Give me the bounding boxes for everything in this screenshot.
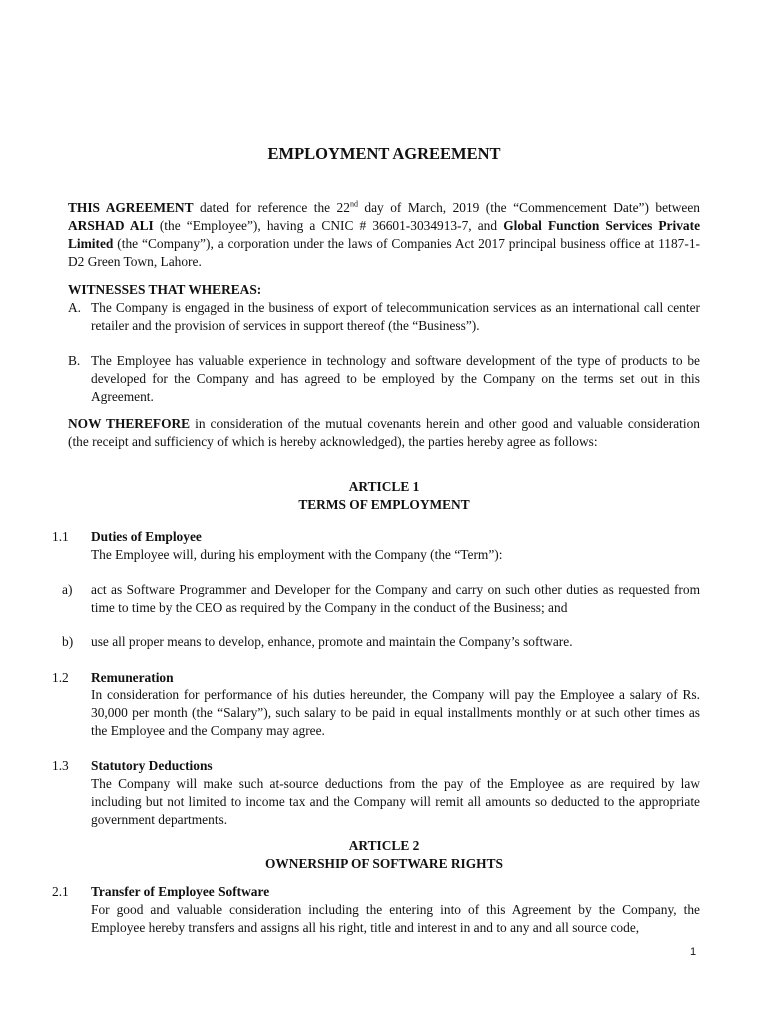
- section-2-1-text: For good and valuable consideration including the entering into of this Agreement by the Company, the Employee hereby transfers and assigns all his right, title and interest in and to any and all source code,: [91, 902, 700, 935]
- section-2-1-title: Transfer of Employee Software: [91, 884, 270, 899]
- section-1-3-title: Statutory Deductions: [91, 758, 213, 773]
- intro-this-agreement: THIS AGREEMENT: [68, 200, 194, 215]
- section-1-3-text: The Company will make such at-source deductions from the pay of the Employee as are required by law including but not limited to income tax and the Company will remit all amounts so deducted to the appropriate government departments.: [91, 776, 700, 827]
- duty-a-label: a): [62, 582, 73, 597]
- duty-b-text: use all proper means to develop, enhance, promote and maintain the Company’s software.: [91, 634, 573, 649]
- intro-text-3: (the “Employee”), having a CNIC # 36601-3034913-7, and: [153, 218, 504, 233]
- article-2-heading: OWNERSHIP OF SOFTWARE RIGHTS: [265, 856, 503, 871]
- intro-text-2: day of March, 2019 (the “Commencement Date”) between: [357, 200, 700, 215]
- section-1-2-text: In consideration for performance of his duties hereunder, the Company will pay the Employee a salary of Rs. 30,000 per month (the “Salary”), such salary to be paid in equal installments monthly or at such other times as the Employee and the Company may agree.: [91, 687, 700, 738]
- intro-text-1: dated for reference the 22: [193, 200, 350, 215]
- now-therefore-text: in consideration of the mutual covenants herein and other good and valuable consideration (the receipt and sufficiency of which is hereby acknowledged), the parties hereby agree as follows:: [68, 416, 700, 449]
- intro-company-name: Global Function Services Private Limited: [68, 218, 701, 251]
- intro-date-suffix: nd: [349, 199, 358, 209]
- duty-b-label: b): [62, 634, 74, 649]
- section-1-2-title: Remuneration: [91, 670, 174, 685]
- recital-a-letter: A.: [68, 300, 82, 315]
- section-1-1-title: Duties of Employee: [91, 529, 202, 544]
- document-title: EMPLOYMENT AGREEMENT: [267, 144, 501, 163]
- section-1-1-text: The Employee will, during his employment with the Company (the “Term”):: [91, 547, 503, 562]
- now-therefore-bold: NOW THEREFORE: [68, 416, 191, 431]
- article-1-heading: TERMS OF EMPLOYMENT: [298, 497, 470, 512]
- section-1-1-number: 1.1: [52, 529, 69, 544]
- duty-a-text: act as Software Programmer and Developer for the Company and carry on such other duties as requested from time to time by the CEO as required by the Company in the conduct of the Business; and: [91, 582, 700, 615]
- now-therefore-paragraph: [68, 415, 700, 451]
- article-2-label: ARTICLE 2: [348, 838, 420, 853]
- recital-a-text: The Company is engaged in the business of export of telecommunication services as an international call center retailer and the provision of services in support thereof (the “Business”).: [91, 300, 700, 333]
- section-1-2-number: 1.2: [52, 670, 69, 685]
- witnesses-heading: WITNESSES THAT WHEREAS:: [68, 282, 262, 297]
- page-number: 1: [690, 946, 697, 958]
- intro-employee-name: ARSHAD ALI: [68, 218, 154, 233]
- section-1-3-number: 1.3: [52, 758, 69, 773]
- intro-paragraph: [68, 199, 700, 271]
- recital-b-text: The Employee has valuable experience in technology and software development of the type of products to be developed for the Company and has agreed to be employed by the Company on the terms set out in this Agreement.: [91, 353, 700, 404]
- recital-b-letter: B.: [68, 353, 81, 368]
- section-2-1-number: 2.1: [52, 884, 69, 899]
- article-1-label: ARTICLE 1: [348, 479, 420, 494]
- intro-text-4: (the “Company”), a corporation under the laws of Companies Act 2017 principal business office at 1187-1-D2 Green Town, Lahore.: [68, 236, 700, 269]
